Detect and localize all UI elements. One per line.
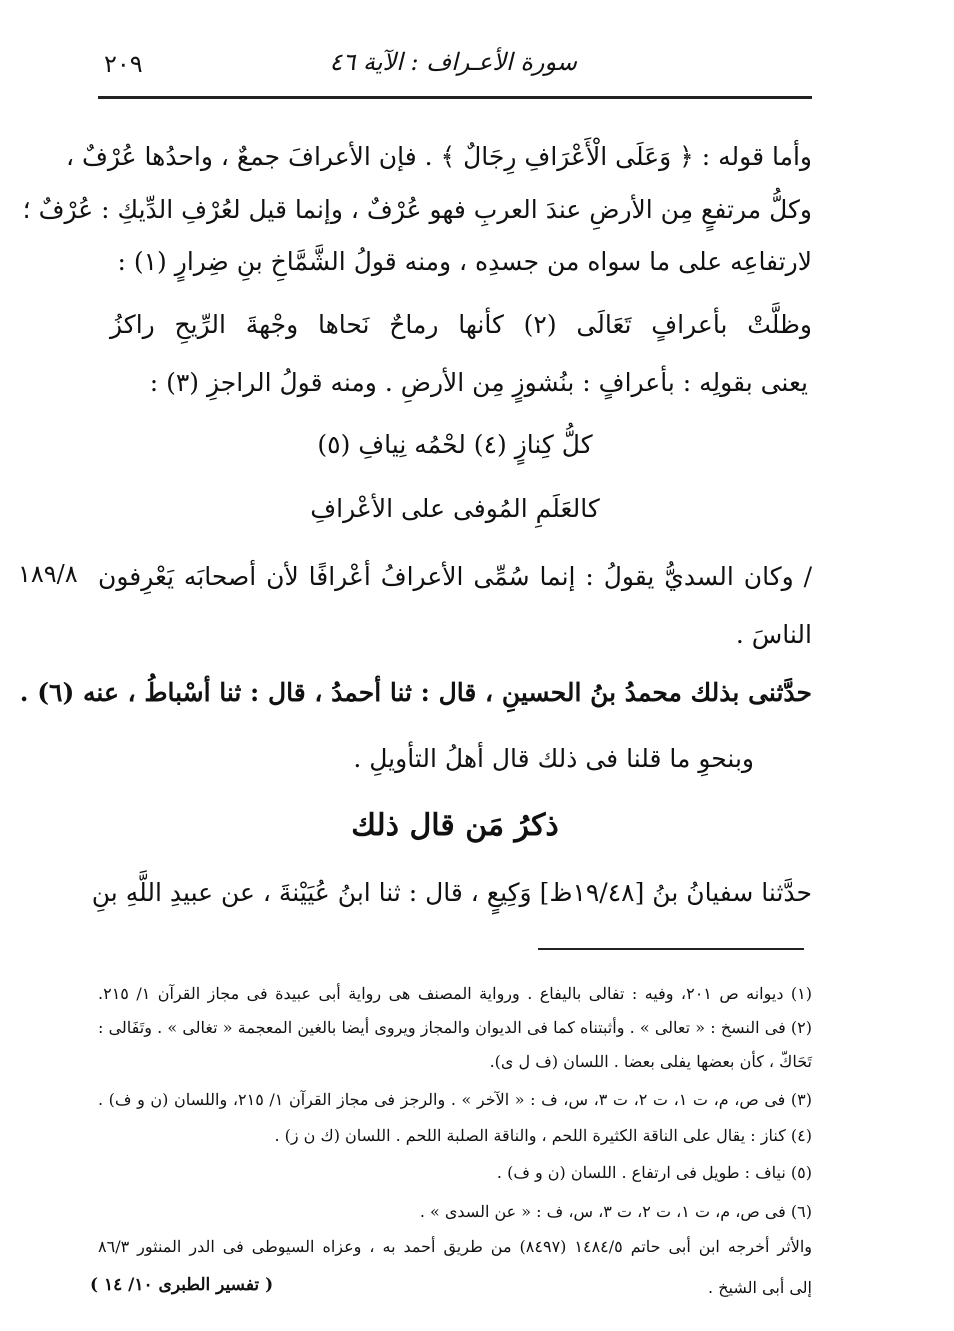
footnote-6-end: إلى أبى الشيخ . xyxy=(708,1278,812,1297)
body-line-11: وبنحوِ ما قلنا فى ذلك قال أهلُ التأويلِ . xyxy=(353,744,754,773)
rajaz-line-1: كلُّ كِنازٍ (٤) لحْمُه نِيافِ (٥) xyxy=(317,430,593,459)
footnote-1: (١) ديوانه ص ٢٠١، وفيه : تفالى باليفاع . ورواية المصنف هى رواية أبى عبيدة فى مجاز القرآن ١/ ٢١٥. xyxy=(98,984,812,1003)
section-heading: ذكرُ مَن قال ذلك xyxy=(351,808,559,843)
rajaz-line-2: كالعَلَمِ المُوفى على الأعْرافِ xyxy=(310,494,600,523)
footnote-3: (٣) فى ص، م، ت ١، ت ٢، ت ٣، س، ف : « الآخر » . والرجز فى مجاز القرآن ١/ ٢١٥، واللسان (ن و ف) . xyxy=(98,1090,813,1109)
footnote-2-cont: تَحَاكّ ، كأن بعضها يفلى بعضا . اللسان (ف ل ى). xyxy=(489,1052,812,1071)
footnote-5: (٥) نياف : طويل فى ارتفاع . اللسان (ن و ف) . xyxy=(496,1163,812,1182)
body-line-5: يعنى بقولِه : بأعرافٍ : بنُشوزٍ مِن الأرضِ . ومنه قولُ الراجزِ (٣) : xyxy=(149,368,808,397)
footnote-4: (٤) كناز : يقال على الناقة الكثيرة اللحم ، والناقة الصلبة اللحم . اللسان (ك ن ز) . xyxy=(274,1126,812,1145)
body-line-9: الناسَ . xyxy=(735,620,812,649)
margin-reference: ١٨٩/٨ xyxy=(18,560,78,588)
body-line-8: / وكان السديُّ يقولُ : إنما سُمِّى الأعرافُ أعْرافًا لأن أصحابَه يَعْرِفون xyxy=(98,562,812,591)
page-header xyxy=(98,44,812,94)
footnote-2: (٢) فى النسخ : « تعالى » . وأثبتناه كما فى الديوان والمجاز ويروى أيضا بالغين المعجمة « تغالى » . وتَفَالى : xyxy=(98,1018,812,1037)
body-final-line: حدَّثنا سفيانُ بنُ [١٩/٤٨ظ] وَكِيعٍ ، قال : ثنا ابنُ عُيَيْنةَ ، عن عبيدِ اللَّهِ بنِ xyxy=(91,878,812,907)
volume-reference: ( تفسير الطبرى ١٠/ ١٤ ) xyxy=(90,1275,274,1295)
footnote-6-cont: والأثر أخرجه ابن أبى حاتم ١٤٨٤/٥ (٨٤٩٧) من طريق أحمد به ، وعزاه السيوطى فى الدر المنثور ٨٦/٣ xyxy=(98,1237,813,1256)
footnote-rule xyxy=(538,948,804,950)
footnote-6: (٦) فى ص، م، ت ١، ت ٢، ت ٣، س، ف : « عن السدى » . xyxy=(419,1202,812,1221)
body-line-1: وأما قوله : ﴿ وَعَلَى الْأَعْرَافِ رِجَالٌ ﴾ . فإن الأعرافَ جمعٌ ، واحدُها عُرْفٌ ، xyxy=(65,142,812,171)
header-rule xyxy=(98,96,812,99)
page-number: ٢٠٩ xyxy=(104,50,143,78)
poem-verse: وظلَّتْ بأعرافٍ تَعَالَى (٢) كأنها رماحٌ نَحاها وجْهةَ الرِّيحِ راكزُ xyxy=(110,310,812,339)
body-line-3: لارتفاعِه على ما سواه من جسدِه ، ومنه قولُ الشَّمَّاخِ بنِ ضِرارٍ (١) : xyxy=(117,247,812,276)
isnad-line: حدَّثنى بذلك محمدُ بنُ الحسينِ ، قال : ثنا أحمدُ ، قال : ثنا أسْباطُ ، عنه (٦) . xyxy=(19,678,812,707)
body-line-2: وكلُّ مرتفعٍ مِن الأرضِ عندَ العربِ فهو عُرْفٌ ، وإنما قيل لعُرْفِ الدِّيكِ : عُرْفٌ ؛ xyxy=(22,195,812,224)
running-title: سورة الأعـراف : الآية ٤٦ xyxy=(329,48,577,76)
